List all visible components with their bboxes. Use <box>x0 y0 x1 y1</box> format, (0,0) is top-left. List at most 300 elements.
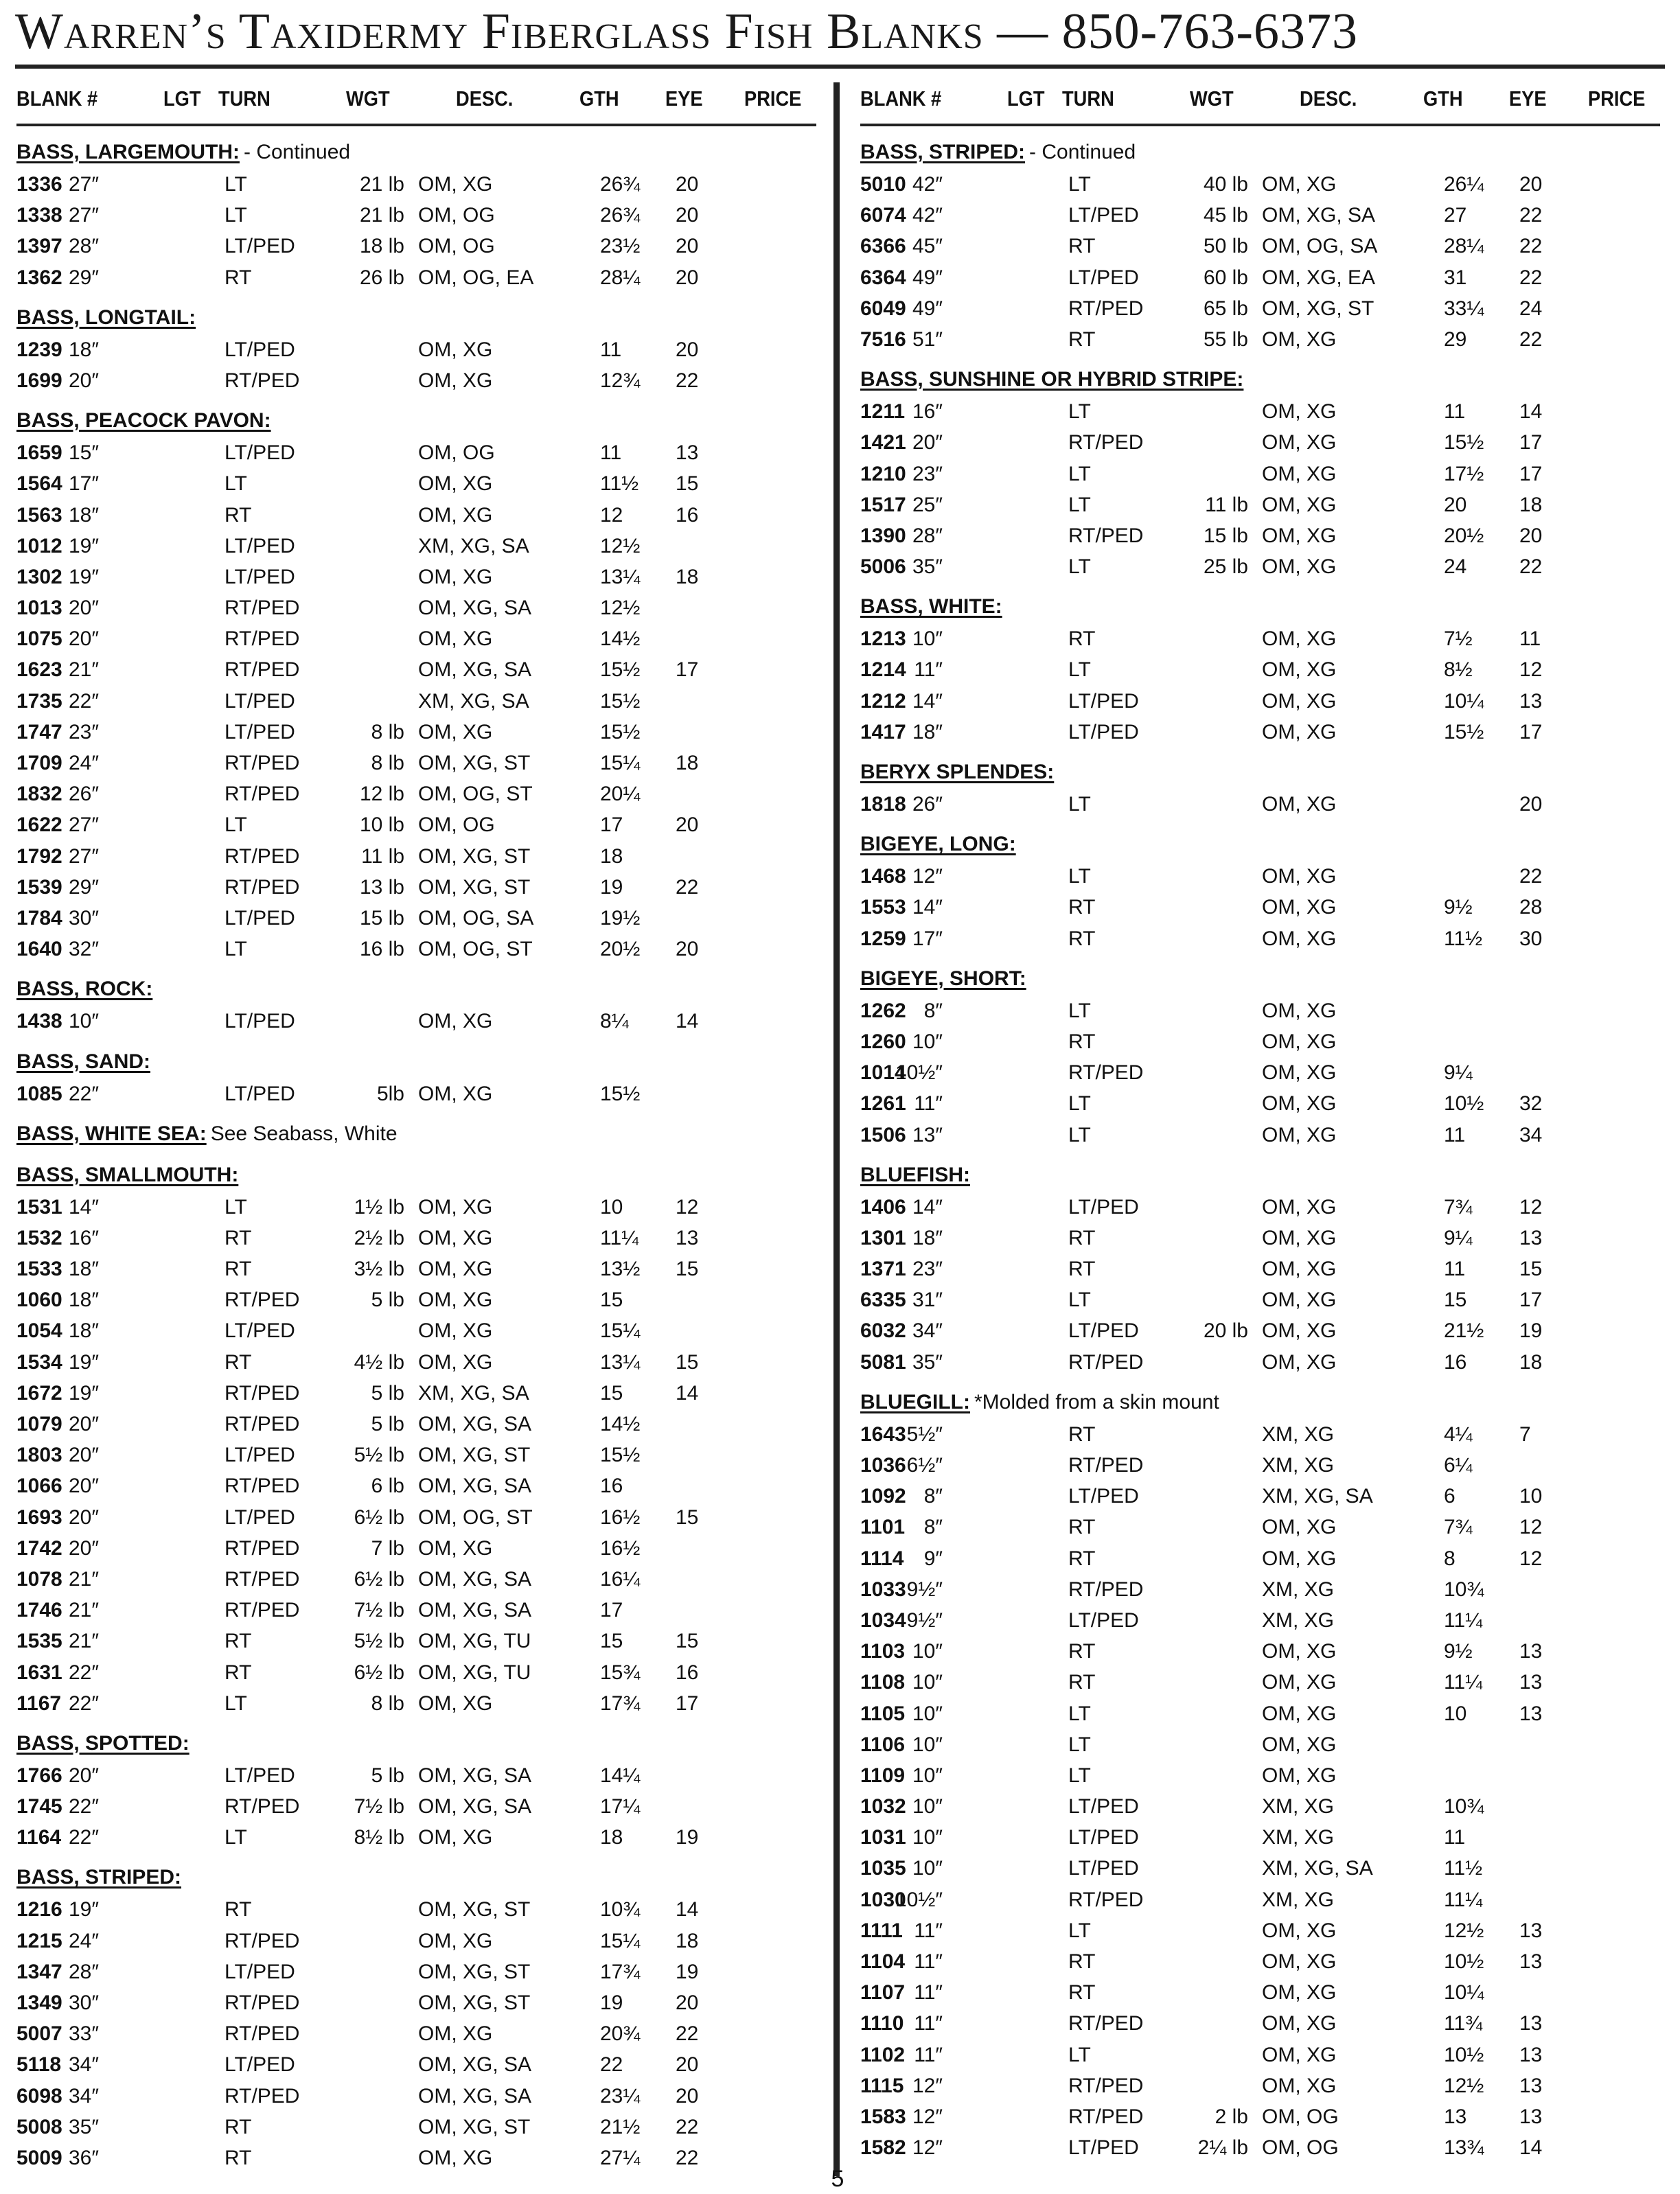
right-column <box>860 82 1660 2171</box>
girth-cell: 15 <box>600 1381 623 1405</box>
table-row <box>860 995 1660 1026</box>
blank-number-cell: 1421 <box>860 431 906 454</box>
section-heading <box>16 973 816 1006</box>
eye-size-cell: 20 <box>676 266 699 289</box>
description-cell: OM, XG, ST <box>1262 297 1374 320</box>
turn-cell: LT/PED <box>225 1444 295 1467</box>
turn-cell: LT/PED <box>225 906 295 929</box>
table-row <box>16 1409 816 1440</box>
blank-number-cell: 1623 <box>16 658 62 682</box>
girth-cell: 10 <box>1444 1702 1467 1725</box>
girth-cell: 21½ <box>600 2115 641 2138</box>
species-name: BIGEYE, SHORT: <box>860 967 1026 990</box>
description-cell: OM, XG <box>1262 1919 1337 1942</box>
description-cell: OM, XG, ST <box>418 1960 531 1983</box>
blank-number-cell: 1583 <box>860 2105 906 2128</box>
length-cell: 19″ <box>69 1381 99 1405</box>
eye-size-cell: 12 <box>1519 658 1543 682</box>
girth-cell: 9¼ <box>1444 1061 1473 1085</box>
turn-cell: LT <box>1068 1702 1091 1725</box>
length-cell: 16″ <box>912 400 943 424</box>
table-row <box>16 1378 816 1409</box>
length-cell: 35″ <box>912 1350 943 1374</box>
length-cell: 10″ <box>912 1640 943 1663</box>
girth-cell: 10¾ <box>1444 1578 1484 1601</box>
table-row <box>16 717 816 748</box>
turn-cell: RT/PED <box>225 1795 300 1818</box>
blank-number-cell: 1212 <box>860 689 906 713</box>
eye-size-cell: 17 <box>676 658 699 682</box>
table-row <box>860 1884 1660 1915</box>
description-cell: OM, XG <box>1262 1226 1337 1249</box>
girth-cell: 23½ <box>600 235 641 258</box>
turn-cell: RT/PED <box>225 627 300 651</box>
turn-cell: LT <box>225 204 247 227</box>
species-name: BIGEYE, LONG: <box>860 833 1016 856</box>
eye-size-cell: 17 <box>1519 720 1543 743</box>
turn-cell: RT <box>1068 1030 1096 1053</box>
description-cell: OM, XG <box>1262 927 1337 950</box>
section-list <box>16 136 816 2173</box>
weight-cell: 6½ lb <box>354 1567 404 1591</box>
eye-size-cell: 11 <box>1519 627 1541 651</box>
eye-size-cell: 22 <box>1519 327 1543 351</box>
table-row <box>860 1574 1660 1605</box>
girth-cell: 28¼ <box>600 266 641 289</box>
girth-cell: 17¾ <box>600 1691 641 1715</box>
description-cell: OM, XG <box>1262 720 1337 743</box>
species-section <box>16 301 816 396</box>
eye-size-cell: 17 <box>1519 1289 1543 1312</box>
girth-cell: 11 <box>1444 1123 1466 1146</box>
weight-cell: 7 lb <box>371 1536 404 1560</box>
table-row <box>16 231 816 262</box>
description-cell: OM, XG <box>418 1536 493 1560</box>
blank-number-cell: 1032 <box>860 1795 906 1818</box>
eye-size-cell: 17 <box>676 1691 699 1715</box>
girth-cell: 16½ <box>600 1505 641 1529</box>
table-row <box>16 200 816 231</box>
weight-cell: 50 lb <box>1203 235 1248 258</box>
description-cell: XM, XG <box>1262 1578 1335 1601</box>
table-row <box>860 1822 1660 1853</box>
description-cell: XM, XG <box>1262 1795 1335 1818</box>
blank-number-cell: 1803 <box>16 1444 62 1467</box>
turn-cell: RT/PED <box>1068 1454 1144 1477</box>
table-row <box>860 686 1660 717</box>
length-cell: 16″ <box>69 1226 99 1249</box>
species-name: BASS, PEACOCK PAVON: <box>16 409 271 432</box>
table-row <box>860 1057 1660 1088</box>
turn-cell: LT/PED <box>1068 720 1139 743</box>
table-row <box>16 1894 816 1925</box>
weight-cell: 8 lb <box>371 752 404 774</box>
length-cell: 13″ <box>912 1123 943 1146</box>
blank-number-cell: 1012 <box>16 534 62 557</box>
eye-size-cell: 13 <box>1519 1226 1543 1249</box>
turn-cell: RT/PED <box>225 1991 300 2014</box>
species-section <box>16 1159 816 1719</box>
eye-size-cell: 13 <box>1519 1919 1543 1942</box>
blank-number-cell: 1216 <box>16 1898 62 1921</box>
description-cell: OM, OG, ST <box>418 938 533 961</box>
description-cell: OM, OG, SA <box>1262 235 1378 258</box>
table-row <box>16 1626 816 1656</box>
turn-cell: LT/PED <box>1068 1608 1139 1632</box>
length-cell: 12″ <box>912 865 943 888</box>
blank-number-cell: 1214 <box>860 658 906 682</box>
length-cell: 18″ <box>69 1289 99 1312</box>
blank-number-cell: 1338 <box>16 204 62 227</box>
description-cell: OM, XG, SA <box>1262 204 1376 227</box>
description-cell: OM, XG <box>1262 689 1337 713</box>
section-heading <box>860 828 1660 861</box>
length-cell: 14″ <box>912 1195 943 1219</box>
girth-cell: 10¼ <box>1444 689 1484 713</box>
length-cell: 14″ <box>69 1195 99 1219</box>
length-cell: 20″ <box>912 431 943 454</box>
eye-size-cell: 20 <box>676 338 699 361</box>
description-cell: OM, XG <box>1262 1733 1337 1756</box>
blank-number-cell: 1832 <box>16 783 62 806</box>
eye-size-cell: 20 <box>1519 173 1543 196</box>
table-row <box>16 623 816 654</box>
length-cell: 18″ <box>69 1258 99 1281</box>
description-cell: OM, XG <box>418 472 493 496</box>
description-cell: OM, XG <box>1262 462 1337 485</box>
blank-number-cell: 1259 <box>860 927 906 950</box>
girth-cell: 4¼ <box>1444 1422 1473 1446</box>
length-cell: 8″ <box>923 1485 943 1508</box>
weight-cell: 15 lb <box>1203 524 1248 547</box>
eye-size-cell: 14 <box>676 1381 699 1405</box>
eye-size-cell: 14 <box>1519 2136 1543 2160</box>
table-row <box>16 437 816 468</box>
table-row <box>16 809 816 840</box>
turn-cell: RT <box>1068 1422 1096 1446</box>
species-name: BASS, SPOTTED: <box>16 1731 189 1755</box>
girth-cell: 17¾ <box>600 1960 641 1983</box>
length-cell: 30″ <box>69 1991 99 2014</box>
eye-size-cell: 20 <box>1519 524 1543 547</box>
blank-number-cell: 1631 <box>16 1661 62 1684</box>
eye-size-cell: 13 <box>1519 1702 1543 1725</box>
eye-size-cell: 22 <box>676 875 699 899</box>
table-row <box>860 654 1660 685</box>
turn-cell: LT <box>1068 1123 1091 1146</box>
description-cell: OM, XG, SA <box>418 658 532 682</box>
table-row <box>16 1192 816 1223</box>
description-cell: OM, XG <box>418 338 493 361</box>
species-section <box>16 1118 816 1151</box>
length-cell: 21″ <box>69 1630 99 1653</box>
girth-cell: 6 <box>1444 1485 1455 1508</box>
eye-size-cell: 13 <box>1519 1950 1543 1973</box>
blank-number-cell: 6032 <box>860 1319 906 1343</box>
species-section <box>860 828 1660 954</box>
eye-size-cell: 13 <box>1519 2012 1543 2035</box>
turn-cell: LT/PED <box>225 1505 295 1529</box>
length-cell: 26″ <box>912 793 943 816</box>
species-section <box>16 1046 816 1109</box>
girth-cell: 12½ <box>600 534 641 557</box>
description-cell: OM, XG <box>1262 1764 1337 1787</box>
table-row <box>16 1791 816 1822</box>
table-row <box>16 872 816 903</box>
turn-cell: LT/PED <box>225 1960 295 1983</box>
blank-number-cell: 1167 <box>16 1691 62 1715</box>
length-cell: 8″ <box>923 1516 943 1539</box>
eye-size-cell: 22 <box>1519 555 1543 579</box>
length-cell: 20″ <box>69 1413 99 1435</box>
girth-cell: 13½ <box>600 1258 641 1281</box>
length-cell: 11″ <box>914 658 943 682</box>
section-note: - Continued <box>244 141 351 163</box>
table-row <box>16 1956 816 1987</box>
header-desc: DESC. <box>456 86 514 111</box>
length-cell: 17″ <box>912 927 943 950</box>
girth-cell: 7½ <box>1444 627 1473 651</box>
length-cell: 6½″ <box>906 1454 943 1477</box>
girth-cell: 9¼ <box>1444 1226 1473 1249</box>
length-cell: 11″ <box>914 1919 943 1942</box>
turn-cell: RT/PED <box>1068 1061 1144 1085</box>
header-turn: TURN <box>1062 86 1114 111</box>
table-row <box>16 468 816 499</box>
girth-cell: 28¼ <box>1444 235 1484 258</box>
blank-number-cell: 1699 <box>16 369 62 392</box>
girth-cell: 13¾ <box>1444 2136 1484 2160</box>
table-row <box>16 1440 816 1470</box>
table-row <box>16 841 816 872</box>
blank-number-cell: 6098 <box>16 2084 62 2108</box>
girth-cell: 10½ <box>1444 1950 1484 1973</box>
eye-size-cell: 15 <box>676 1630 699 1653</box>
eye-size-cell: 13 <box>676 1226 699 1249</box>
species-section <box>16 1861 816 2173</box>
eye-size-cell: 7 <box>1519 1422 1531 1446</box>
description-cell: OM, XG <box>418 1010 493 1033</box>
section-heading <box>16 1861 816 1894</box>
blank-number-cell: 1534 <box>16 1350 62 1374</box>
girth-cell: 17 <box>600 813 623 837</box>
blank-number-cell: 1564 <box>16 472 62 496</box>
blank-number-cell: 1164 <box>16 1826 62 1849</box>
table-row <box>860 923 1660 954</box>
eye-size-cell: 15 <box>676 1350 699 1374</box>
eye-size-cell: 13 <box>1519 1671 1543 1694</box>
girth-cell: 24 <box>1444 555 1467 579</box>
description-cell: OM, XG <box>1262 627 1337 651</box>
turn-cell: RT <box>1068 1640 1096 1663</box>
length-cell: 32″ <box>69 938 99 961</box>
description-cell: OM, OG, ST <box>418 1505 533 1529</box>
turn-cell: RT/PED <box>1068 1888 1144 1911</box>
turn-cell: RT/PED <box>225 2084 300 2108</box>
eye-size-cell: 20 <box>676 1991 699 2014</box>
description-cell: OM, XG <box>418 369 493 392</box>
table-row <box>16 686 816 717</box>
turn-cell: LT <box>1068 462 1091 485</box>
weight-cell: 21 lb <box>359 173 404 196</box>
length-cell: 10″ <box>912 1671 943 1694</box>
eye-size-cell: 15 <box>676 1505 699 1529</box>
blank-number-cell: 1792 <box>16 844 62 868</box>
eye-size-cell: 13 <box>1519 1640 1543 1663</box>
eye-size-cell: 12 <box>1519 1516 1543 1539</box>
weight-cell: 16 lb <box>359 938 404 961</box>
table-row <box>860 1605 1660 1636</box>
section-heading <box>860 590 1660 623</box>
girth-cell: 11¼ <box>1444 1888 1483 1911</box>
length-cell: 18″ <box>69 1319 99 1343</box>
turn-cell: LT <box>1068 2043 1091 2066</box>
table-row <box>16 748 816 778</box>
description-cell: XM, XG, SA <box>418 689 529 713</box>
turn-cell: RT/PED <box>225 369 300 392</box>
length-cell: 31″ <box>912 1289 943 1312</box>
length-cell: 27″ <box>69 844 99 868</box>
eye-size-cell: 10 <box>1519 1485 1543 1508</box>
description-cell: OM, XG, SA <box>418 1475 532 1498</box>
section-heading <box>860 136 1660 169</box>
turn-cell: RT <box>1068 1981 1096 2005</box>
description-cell: XM, XG <box>1262 1888 1335 1911</box>
girth-cell: 10¾ <box>1444 1795 1484 1818</box>
length-cell: 18″ <box>912 1226 943 1249</box>
blank-number-cell: 1115 <box>860 2074 904 2097</box>
species-name: BASS, LONGTAIL: <box>16 305 196 329</box>
length-cell: 9″ <box>923 1547 943 1570</box>
length-cell: 20″ <box>69 1505 99 1529</box>
girth-cell: 12¾ <box>600 369 641 392</box>
blank-number-cell: 1079 <box>16 1413 62 1435</box>
turn-cell: LT/PED <box>225 1010 295 1033</box>
turn-cell: LT <box>1068 658 1091 682</box>
girth-cell: 15¾ <box>600 1661 641 1684</box>
turn-cell: LT/PED <box>225 2053 295 2077</box>
girth-cell: 15 <box>600 1630 623 1653</box>
girth-cell: 16 <box>600 1475 623 1498</box>
length-cell: 21″ <box>69 1567 99 1591</box>
length-cell: 23″ <box>912 1258 943 1281</box>
length-cell: 11″ <box>914 1950 943 1973</box>
table-row <box>860 1636 1660 1667</box>
weight-cell: 40 lb <box>1203 173 1248 196</box>
blank-number-cell: 1036 <box>860 1454 906 1477</box>
description-cell: OM, XG <box>1262 493 1337 516</box>
turn-cell: RT/PED <box>1068 524 1144 547</box>
table-row <box>860 1915 1660 1946</box>
turn-cell: LT <box>1068 400 1091 424</box>
eye-size-cell: 12 <box>1519 1547 1543 1570</box>
length-cell: 8″ <box>923 999 943 1022</box>
blank-number-cell: 1643 <box>860 1422 906 1446</box>
turn-cell: RT/PED <box>225 1536 300 1560</box>
blank-number-cell: 1746 <box>16 1599 62 1622</box>
table-row <box>16 592 816 623</box>
table-row <box>16 2143 816 2173</box>
eye-size-cell: 14 <box>676 1010 699 1033</box>
length-cell: 10″ <box>912 1795 943 1818</box>
description-cell: OM, XG <box>1262 555 1337 579</box>
description-cell: XM, XG, SA <box>1262 1857 1373 1880</box>
turn-cell: LT <box>1068 1289 1091 1312</box>
description-cell: OM, XG <box>1262 1671 1337 1694</box>
blank-number-cell: 1034 <box>860 1608 906 1632</box>
turn-cell: RT/PED <box>225 1381 300 1405</box>
table-row <box>16 1987 816 2018</box>
blank-number-cell: 1035 <box>860 1857 906 1880</box>
blank-number-cell: 1563 <box>16 503 62 527</box>
description-cell: OM, OG <box>418 813 495 837</box>
species-name: BASS, SUNSHINE OR HYBRID STRIPE: <box>860 368 1244 391</box>
length-cell: 12″ <box>912 2105 943 2128</box>
length-cell: 10″ <box>912 1702 943 1725</box>
blank-number-cell: 6366 <box>860 235 906 258</box>
weight-cell: 7½ lb <box>354 1599 404 1622</box>
section-heading <box>16 1159 816 1192</box>
blank-number-cell: 5009 <box>16 2146 62 2169</box>
header-gth: GTH <box>579 86 619 111</box>
weight-cell: 5lb <box>376 1082 404 1105</box>
turn-cell: LT <box>1068 865 1091 888</box>
girth-cell: 14½ <box>600 1413 641 1435</box>
turn-cell: LT <box>1068 1764 1091 1787</box>
description-cell: OM, XG, ST <box>418 875 531 899</box>
header-gth: GTH <box>1423 86 1463 111</box>
description-cell: OM, XG <box>1262 431 1337 454</box>
table-row <box>860 1481 1660 1512</box>
description-cell: OM, XG <box>1262 1289 1337 1312</box>
length-cell: 10″ <box>912 1764 943 1787</box>
turn-cell: LT/PED <box>1068 689 1139 713</box>
turn-cell: RT/PED <box>225 875 300 899</box>
length-cell: 25″ <box>912 493 943 516</box>
species-name: BASS, SAND: <box>16 1050 151 1073</box>
eye-size-cell: 17 <box>1519 462 1543 485</box>
species-name: BASS, LARGEMOUTH: <box>16 141 240 163</box>
turn-cell: LT <box>1068 173 1091 196</box>
table-row <box>860 396 1660 427</box>
eye-size-cell: 16 <box>676 1661 699 1684</box>
description-cell: OM, XG <box>418 1826 493 1849</box>
turn-cell: LT <box>225 173 247 196</box>
weight-cell: 11 lb <box>1205 493 1248 516</box>
girth-cell: 18 <box>600 1826 623 1849</box>
description-cell: OM, XG <box>418 1350 493 1374</box>
blank-number-cell: 1066 <box>16 1475 62 1498</box>
turn-cell: RT <box>225 1350 252 1374</box>
girth-cell: 20 <box>1444 493 1467 516</box>
blank-number-cell: 5010 <box>860 173 906 196</box>
weight-cell: 5½ lb <box>354 1444 404 1467</box>
description-cell: OM, XG, ST <box>418 1898 531 1921</box>
length-cell: 20″ <box>69 369 99 392</box>
girth-cell: 13¼ <box>600 1350 641 1374</box>
length-cell: 12″ <box>912 2136 943 2160</box>
blank-number-cell: 1390 <box>860 524 906 547</box>
description-cell: XM, XG <box>1262 1608 1335 1632</box>
weight-cell: 12 lb <box>359 783 404 806</box>
description-cell: OM, XG <box>1262 896 1337 919</box>
table-row <box>860 551 1660 582</box>
table-row <box>860 1347 1660 1378</box>
eye-size-cell: 17 <box>1519 431 1543 454</box>
table-row <box>16 2112 816 2143</box>
table-row <box>16 531 816 562</box>
header-wgt: WGT <box>346 86 390 111</box>
